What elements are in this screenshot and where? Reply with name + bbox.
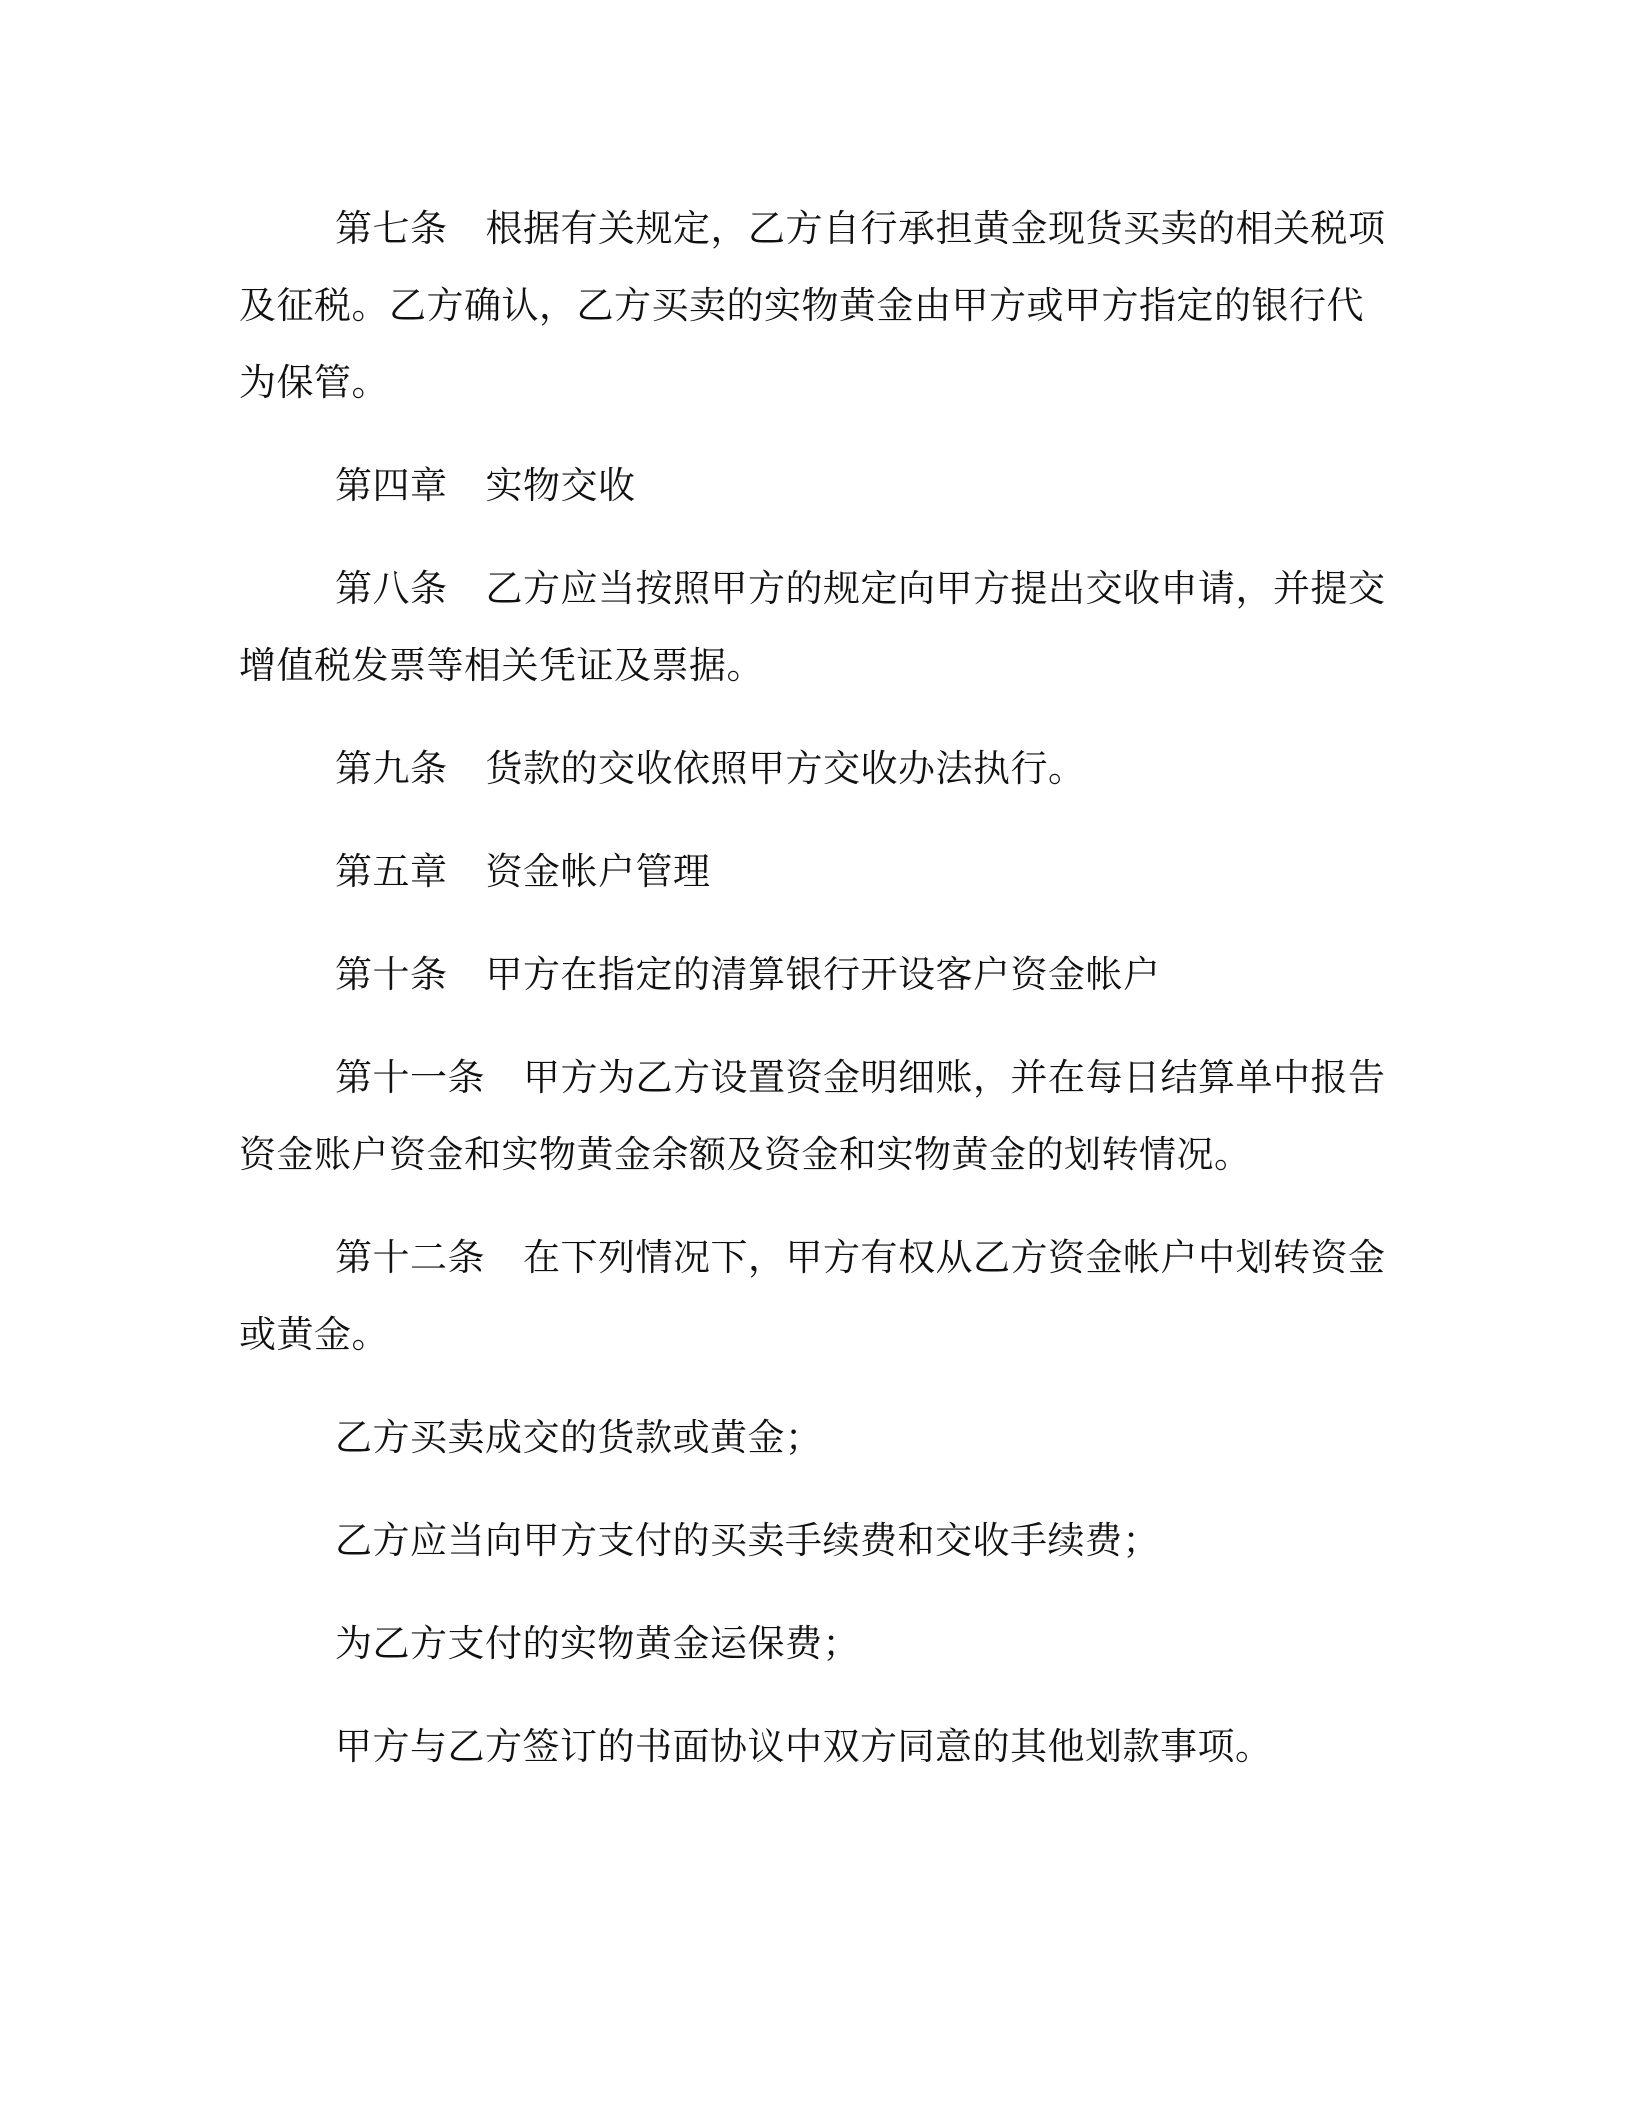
article-text: 根据有关规定，乙方自行承担黄金现货买卖的相关税项及征税。乙方确认，乙方买卖的实物黄金由甲方或甲方指定的银行代为保管。 [239,207,1386,404]
article-label: 第九条 [335,747,448,790]
article-11 [239,1039,1389,1193]
article-label: 第八条 [335,567,448,610]
article-label: 第七条 [335,207,448,250]
article-text: 在下列情况下，甲方有权从乙方资金帐户中划转资金或黄金。 [239,1236,1386,1356]
article-text: 甲方在指定的清算银行开设客户资金帐户 [485,953,1161,996]
article-text: 乙方应当按照甲方的规定向甲方提出交收申请，并提交增值税发票等相关凭证及票据。 [239,567,1386,687]
document-body [239,190,1389,1811]
article-7 [239,190,1389,421]
chapter-label: 第四章 [335,464,448,507]
list-item-text: 甲方与乙方签订的书面协议中双方同意的其他划款事项。 [335,1725,1273,1768]
chapter-5 [239,833,1389,910]
list-item-text: 乙方买卖成交的货款或黄金； [335,1416,823,1459]
article-text: 甲方为乙方设置资金明细账，并在每日结算单中报告资金账户资金和实物黄金余额及资金和实物黄金的划转情况。 [239,1056,1386,1176]
article-text: 货款的交收依照甲方交收办法执行。 [485,747,1086,790]
list-item-2 [239,1502,1389,1579]
list-item-1 [239,1399,1389,1476]
article-10 [239,936,1389,1013]
list-item-3 [239,1605,1389,1682]
article-label: 第十二条 [335,1236,485,1279]
article-8 [239,550,1389,704]
chapter-label: 第五章 [335,850,448,893]
chapter-title: 资金帐户管理 [485,850,711,893]
article-9 [239,730,1389,807]
chapter-4 [239,447,1389,524]
list-item-text: 为乙方支付的实物黄金运保费； [335,1622,860,1665]
article-label: 第十条 [335,953,448,996]
list-item-4 [239,1708,1389,1785]
article-12 [239,1219,1389,1373]
chapter-title: 实物交收 [485,464,636,507]
article-label: 第十一条 [335,1056,485,1099]
list-item-text: 乙方应当向甲方支付的买卖手续费和交收手续费； [335,1519,1160,1562]
